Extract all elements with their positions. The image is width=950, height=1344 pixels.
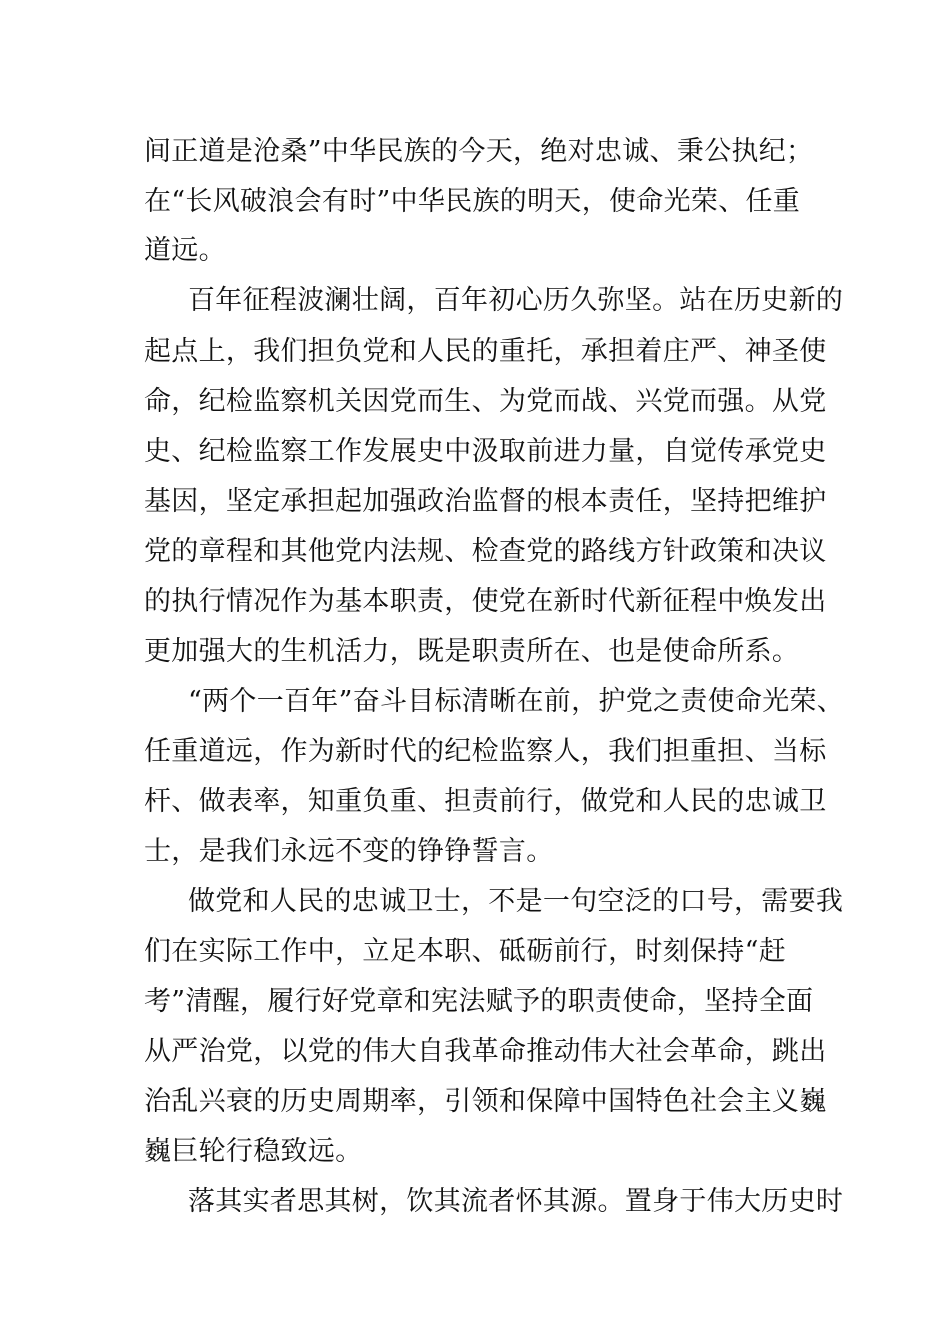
text-line: 道远。 — [144, 235, 226, 266]
text-line: 间正道是沧桑”中华民族的今天，绝对忠诚、秉公执纪； — [144, 136, 814, 167]
text-line: 党的章程和其他党内法规、检查党的路线方针政策和决议 — [144, 536, 827, 567]
text-line: 治乱兴衰的历史周期率，引领和保障中国特色社会主义巍 — [144, 1086, 827, 1117]
text-line: 考”清醒，履行好党章和宪法赋予的职责使命，坚持全面 — [144, 986, 814, 1017]
paragraph-first-line: 百年征程波澜壮阔，百年初心历久弥坚。站在历史新的 — [188, 285, 844, 316]
text-line: 在“长风破浪会有时”中华民族的明天，使命光荣、任重 — [144, 186, 801, 217]
text-line: 基因，坚定承担起加强政治监督的根本责任，坚持把维护 — [144, 486, 827, 517]
text-line: 史、纪检监察工作发展史中汲取前进力量，自觉传承党史 — [144, 436, 827, 467]
text-line: 的执行情况作为基本职责，使党在新时代新征程中焕发出 — [144, 586, 827, 617]
paragraph-first-line: 落其实者思其树，饮其流者怀其源。置身于伟大历史时 — [188, 1186, 844, 1217]
text-line: 命，纪检监察机关因党而生、为党而战、兴党而强。从党 — [144, 386, 827, 417]
text-line: 从严治党，以党的伟大自我革命推动伟大社会革命，跳出 — [144, 1036, 827, 1067]
paragraph-first-line: “两个一百年”奋斗目标清晰在前，护党之责使命光荣、 — [188, 686, 845, 717]
text-line: 起点上，我们担负党和人民的重托，承担着庄严、神圣使 — [144, 336, 827, 367]
text-line: 巍巨轮行稳致远。 — [144, 1136, 363, 1167]
text-line: 们在实际工作中，立足本职、砥砺前行，时刻保持“赶 — [144, 936, 787, 967]
text-line: 任重道远，作为新时代的纪检监察人，我们担重担、当标 — [144, 736, 827, 767]
text-line: 更加强大的生机活力，既是职责所在、也是使命所系。 — [144, 636, 800, 667]
text-line: 士，是我们永远不变的铮铮誓言。 — [144, 836, 554, 867]
paragraph-first-line: 做党和人民的忠诚卫士，不是一句空泛的口号，需要我 — [188, 886, 844, 917]
text-line: 杆、做表率，知重负重、担责前行，做党和人民的忠诚卫 — [144, 786, 827, 817]
